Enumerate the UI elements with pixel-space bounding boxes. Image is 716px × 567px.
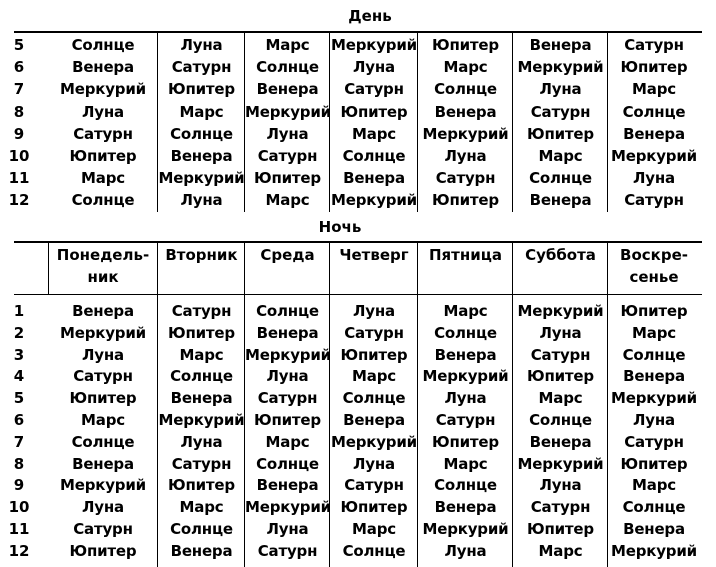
night-planet-cell: Венера xyxy=(72,302,134,320)
night-planet-cell: Юпитер xyxy=(340,498,408,517)
day-planet-cell: Юпитер xyxy=(527,124,594,143)
night-weekday-header-line: Среда xyxy=(260,246,315,264)
day-planet-cell: Солнце xyxy=(71,36,135,54)
day-planet-cell: Солнце xyxy=(342,147,406,165)
night-planet-cell: Юпитер xyxy=(69,541,137,560)
night-planet-cell: Меркурий xyxy=(245,345,331,364)
night-planet-cell: Венера xyxy=(623,367,685,386)
night-weekday-header xyxy=(418,244,513,266)
day-planet-cell: Марс xyxy=(352,124,396,143)
night-planet-cell: Сатурн xyxy=(344,476,404,495)
night-planet-cell: Венера xyxy=(623,520,685,538)
day-planet-cell: Солнце xyxy=(529,169,592,188)
day-planet-cell: Луна xyxy=(444,147,487,165)
day-planet-cell: Сатурн xyxy=(257,147,318,165)
night-hour-number: 7 xyxy=(13,432,25,451)
day-hour-number: 10 xyxy=(8,147,30,165)
night-planet-cell: Меркурий xyxy=(60,476,146,495)
night-planet-cell: Луна xyxy=(266,520,309,538)
night-planet-cell: Марс xyxy=(179,498,224,517)
night-planet-cell: Марс xyxy=(632,476,676,495)
day-hour-number: 8 xyxy=(13,102,25,121)
day-planet-cell: Сатурн xyxy=(624,36,684,54)
night-planet-cell: Меркурий xyxy=(517,302,604,320)
night-planet-cell: Сатурн xyxy=(171,302,232,320)
night-planet-cell: Сатурн xyxy=(171,454,232,473)
night-planet-cell: Марс xyxy=(443,302,488,320)
night-weekday-header-line: Суббота xyxy=(525,246,596,264)
day-planet-cell: Луна xyxy=(266,124,309,143)
night-planet-cell: Солнце xyxy=(622,498,686,517)
day-planet-cell: Солнце xyxy=(170,124,233,143)
night-planet-cell: Луна xyxy=(82,345,124,364)
night-planet-cell: Юпитер xyxy=(69,389,137,408)
night-planet-cell: Луна xyxy=(633,411,675,429)
day-planet-cell: Луна xyxy=(180,191,223,210)
day-planet-cell: Луна xyxy=(633,169,675,188)
night-planet-cell: Меркурий xyxy=(422,367,509,386)
day-planet-cell: Солнце xyxy=(71,191,135,210)
day-planet-cell: Сатурн xyxy=(171,58,232,77)
night-weekday-header xyxy=(513,244,608,266)
night-planet-cell: Венера xyxy=(256,476,319,495)
day-planet-cell: Меркурий xyxy=(158,169,245,188)
day-planet-cell: Юпитер xyxy=(432,36,499,54)
day-planet-cell: Марс xyxy=(265,191,310,210)
night-planet-cell: Марс xyxy=(265,432,310,451)
day-planet-cell: Меркурий xyxy=(60,80,146,99)
day-planet-cell: Меркурий xyxy=(331,191,417,210)
night-planet-cell: Меркурий xyxy=(158,411,245,429)
night-planet-cell: Сатурн xyxy=(257,541,318,560)
night-planet-cell: Венера xyxy=(529,432,592,451)
day-planet-cell: Марс xyxy=(265,36,310,54)
night-hour-number: 3 xyxy=(13,345,25,364)
night-planet-cell: Венера xyxy=(170,541,233,560)
day-planet-cell: Сатурн xyxy=(624,191,684,210)
night-planet-cell: Солнце xyxy=(342,541,406,560)
day-planet-cell: Луна xyxy=(82,102,124,121)
night-planet-cell: Солнце xyxy=(342,389,406,408)
night-planet-cell: Меркурий xyxy=(611,389,697,408)
day-planet-cell: Венера xyxy=(529,36,592,54)
night-top-rule xyxy=(14,241,702,243)
night-planet-cell: Марс xyxy=(538,541,583,560)
day-planet-cell: Венера xyxy=(256,80,319,99)
night-planet-cell: Марс xyxy=(352,520,396,538)
night-weekday-header xyxy=(608,244,700,288)
day-planet-cell: Луна xyxy=(353,58,395,77)
day-planet-cell: Венера xyxy=(434,102,497,121)
night-planet-cell: Луна xyxy=(353,454,395,473)
night-weekday-header-line: Четверг xyxy=(339,246,409,264)
night-planet-cell: Юпитер xyxy=(527,367,594,386)
night-planet-cell: Меркурий xyxy=(331,432,417,451)
night-planet-cell: Меркурий xyxy=(517,454,604,473)
night-planet-cell: Юпитер xyxy=(254,411,321,429)
day-planet-cell: Луна xyxy=(180,36,223,54)
day-planet-cell: Венера xyxy=(529,191,592,210)
night-hour-number: 2 xyxy=(13,323,25,342)
night-planet-cell: Юпитер xyxy=(340,345,408,364)
night-planet-cell: Сатурн xyxy=(257,389,318,408)
night-planet-cell: Марс xyxy=(538,389,583,408)
day-planet-cell: Венера xyxy=(170,147,233,165)
night-planet-cell: Сатурн xyxy=(73,367,133,386)
day-planet-cell: Солнце xyxy=(622,102,686,121)
day-planet-cell: Луна xyxy=(539,80,582,99)
day-hour-number: 5 xyxy=(13,36,25,54)
day-planet-cell: Солнце xyxy=(256,58,319,77)
night-planet-cell: Луна xyxy=(82,498,124,517)
day-planet-cell: Юпитер xyxy=(254,169,321,188)
day-planet-cell: Сатурн xyxy=(73,124,133,143)
night-planet-cell: Меркурий xyxy=(611,541,697,560)
night-hour-number: 6 xyxy=(13,411,25,429)
night-planet-cell: Сатурн xyxy=(530,345,591,364)
night-weekday-header xyxy=(158,244,245,266)
day-planet-cell: Солнце xyxy=(434,80,497,99)
night-weekday-header-line: Пятница xyxy=(429,246,502,264)
night-weekday-header-line: сенье xyxy=(629,268,679,286)
day-planet-cell: Венера xyxy=(343,169,405,188)
day-planet-cell: Марс xyxy=(443,58,488,77)
night-hour-number: 8 xyxy=(13,454,25,473)
day-planet-cell: Меркурий xyxy=(517,58,604,77)
night-planet-cell: Луна xyxy=(353,302,395,320)
night-planet-cell: Меркурий xyxy=(422,520,509,538)
day-hour-number: 6 xyxy=(13,58,25,77)
night-planet-cell: Сатурн xyxy=(530,498,591,517)
night-planet-cell: Солнце xyxy=(434,323,497,342)
night-planet-cell: Солнце xyxy=(71,432,135,451)
night-planet-cell: Меркурий xyxy=(245,498,331,517)
night-planet-cell: Луна xyxy=(539,476,582,495)
night-header-rule xyxy=(14,294,702,295)
night-planet-cell: Марс xyxy=(352,367,396,386)
night-weekday-header-line: Вторник xyxy=(165,246,238,264)
night-planet-cell: Юпитер xyxy=(620,454,688,473)
day-planet-cell: Меркурий xyxy=(422,124,509,143)
day-planet-cell: Меркурий xyxy=(245,102,331,121)
night-weekday-header-line: ник xyxy=(87,268,119,286)
night-planet-cell: Солнце xyxy=(256,454,319,473)
night-planet-cell: Луна xyxy=(180,432,223,451)
day-planet-cell: Юпитер xyxy=(340,102,408,121)
night-planet-cell: Юпитер xyxy=(432,432,499,451)
day-top-rule xyxy=(14,31,702,33)
night-planet-cell: Венера xyxy=(434,498,497,517)
night-planet-cell: Луна xyxy=(539,323,582,342)
day-planet-cell: Сатурн xyxy=(530,102,591,121)
night-hour-number: 4 xyxy=(13,367,25,386)
night-planet-cell: Марс xyxy=(81,411,125,429)
night-planet-cell: Сатурн xyxy=(73,520,133,538)
night-planet-cell: Солнце xyxy=(170,520,233,538)
night-weekday-header xyxy=(245,244,330,266)
day-planet-cell: Юпитер xyxy=(69,147,137,165)
night-planet-cell: Юпитер xyxy=(168,323,235,342)
night-planet-cell: Луна xyxy=(444,389,487,408)
night-title: Ночь xyxy=(318,218,362,236)
night-planet-cell: Солнце xyxy=(170,367,233,386)
day-planet-cell: Юпитер xyxy=(432,191,499,210)
day-title: День xyxy=(348,7,392,25)
night-planet-cell: Венера xyxy=(170,389,233,408)
day-planet-cell: Юпитер xyxy=(168,80,235,99)
night-planet-cell: Сатурн xyxy=(344,323,404,342)
night-planet-cell: Солнце xyxy=(256,302,319,320)
night-planet-cell: Марс xyxy=(179,345,224,364)
day-hour-number: 7 xyxy=(13,80,25,99)
day-planet-cell: Марс xyxy=(81,169,125,188)
day-hour-number: 9 xyxy=(13,124,25,143)
night-planet-cell: Луна xyxy=(444,541,487,560)
night-planet-cell: Солнце xyxy=(529,411,592,429)
night-planet-cell: Меркурий xyxy=(60,323,146,342)
night-planet-cell: Сатурн xyxy=(624,432,684,451)
night-hour-number: 10 xyxy=(8,498,30,517)
night-planet-cell: Солнце xyxy=(434,476,497,495)
night-hour-number: 5 xyxy=(13,389,25,408)
day-planet-cell: Юпитер xyxy=(620,58,688,77)
night-planet-cell: Марс xyxy=(632,323,676,342)
day-planet-cell: Марс xyxy=(538,147,583,165)
day-hour-number: 12 xyxy=(8,191,30,210)
night-hour-number: 11 xyxy=(8,520,30,538)
night-planet-cell: Солнце xyxy=(622,345,686,364)
day-planet-cell: Марс xyxy=(632,80,676,99)
night-weekday-header-line: Воскре- xyxy=(620,246,688,264)
day-planet-cell: Меркурий xyxy=(331,36,417,54)
day-planet-cell: Венера xyxy=(623,124,685,143)
day-planet-cell: Марс xyxy=(179,102,224,121)
night-planet-cell: Луна xyxy=(266,367,309,386)
day-planet-cell: Меркурий xyxy=(611,147,697,165)
night-planet-cell: Венера xyxy=(343,411,405,429)
night-planet-cell: Венера xyxy=(434,345,497,364)
night-hour-number: 12 xyxy=(8,541,30,560)
day-planet-cell: Венера xyxy=(72,58,134,77)
day-planet-cell: Сатурн xyxy=(344,80,404,99)
night-planet-cell: Венера xyxy=(256,323,319,342)
day-hour-number: 11 xyxy=(8,169,30,188)
night-weekday-header xyxy=(48,244,158,288)
night-planet-cell: Марс xyxy=(443,454,488,473)
day-planet-cell: Сатурн xyxy=(435,169,496,188)
night-planet-cell: Юпитер xyxy=(527,520,594,538)
night-hour-number: 9 xyxy=(13,476,25,495)
night-hour-number: 1 xyxy=(13,302,25,320)
night-weekday-header-line: Понедель- xyxy=(56,246,150,264)
night-planet-cell: Юпитер xyxy=(620,302,688,320)
night-planet-cell: Юпитер xyxy=(168,476,235,495)
night-planet-cell: Сатурн xyxy=(435,411,496,429)
night-planet-cell: Венера xyxy=(72,454,134,473)
night-weekday-header xyxy=(330,244,418,266)
